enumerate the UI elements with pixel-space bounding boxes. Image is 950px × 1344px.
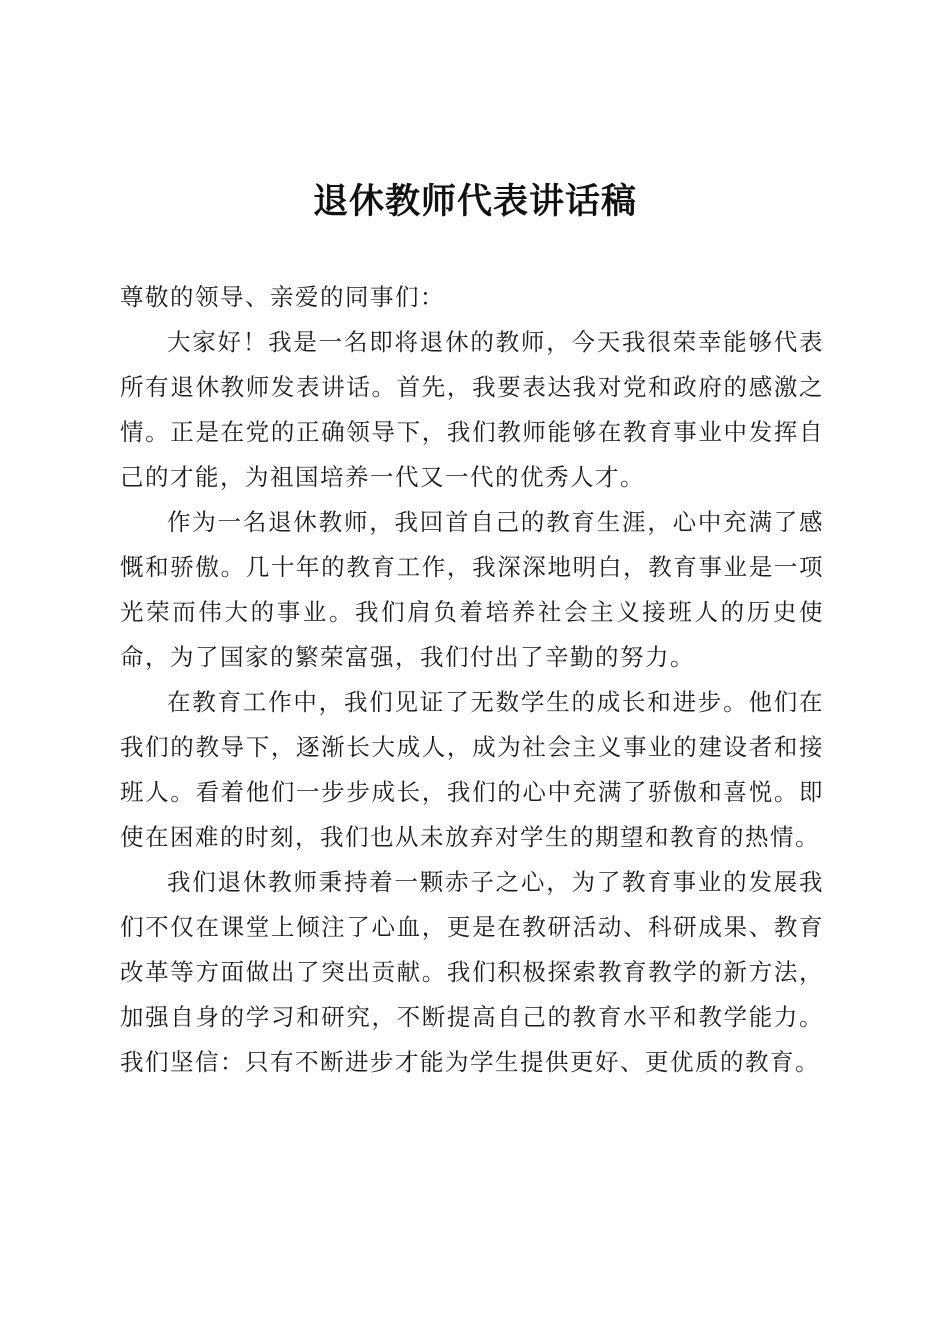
paragraph: 大家好！我是一名即将退休的教师，今天我很荣幸能够代表所有退休教师发表讲话。首先，我要表达我对党和政府的感激之情。正是在党的正确领导下，我们教师能够在教育事业中发挥自己的才能，为祖国培养一代又一代的优秀人才。 [120,328,824,491]
document-title: 退休教师代表讲话稿 [312,181,637,222]
paragraph: 作为一名退休教师，我回首自己的教育生涯，心中充满了感慨和骄傲。几十年的教育工作，我深深地明白，教育事业是一项光荣而伟大的事业。我们肩负着培养社会主义接班人的历史使命，为了国家的繁荣富强，我们付出了辛勤的努力。 [120,508,824,671]
paragraph: 我们退休教师秉持着一颗赤子之心，为了教育事业的发展我们不仅在课堂上倾注了心血，更是在教研活动、科研成果、教育改革等方面做出了突出贡献。我们积极探索教育教学的新方法，加强自身的学习和研究，不断提高自己的教育水平和教学能力。我们坚信：只有不断进步才能为学生提供更好、更优质的教育。 [120,868,824,1076]
paragraph: 在教育工作中，我们见证了无数学生的成长和进步。他们在我们的教导下，逐渐长大成人，成为社会主义事业的建设者和接班人。看着他们一步步成长，我们的心中充满了骄傲和喜悦。即使在困难的时刻，我们也从未放弃对学生的期望和教育的热情。 [120,688,824,851]
document-body [120,275,824,1085]
salutation: 尊敬的领导、亲爱的同事们： [120,283,445,311]
